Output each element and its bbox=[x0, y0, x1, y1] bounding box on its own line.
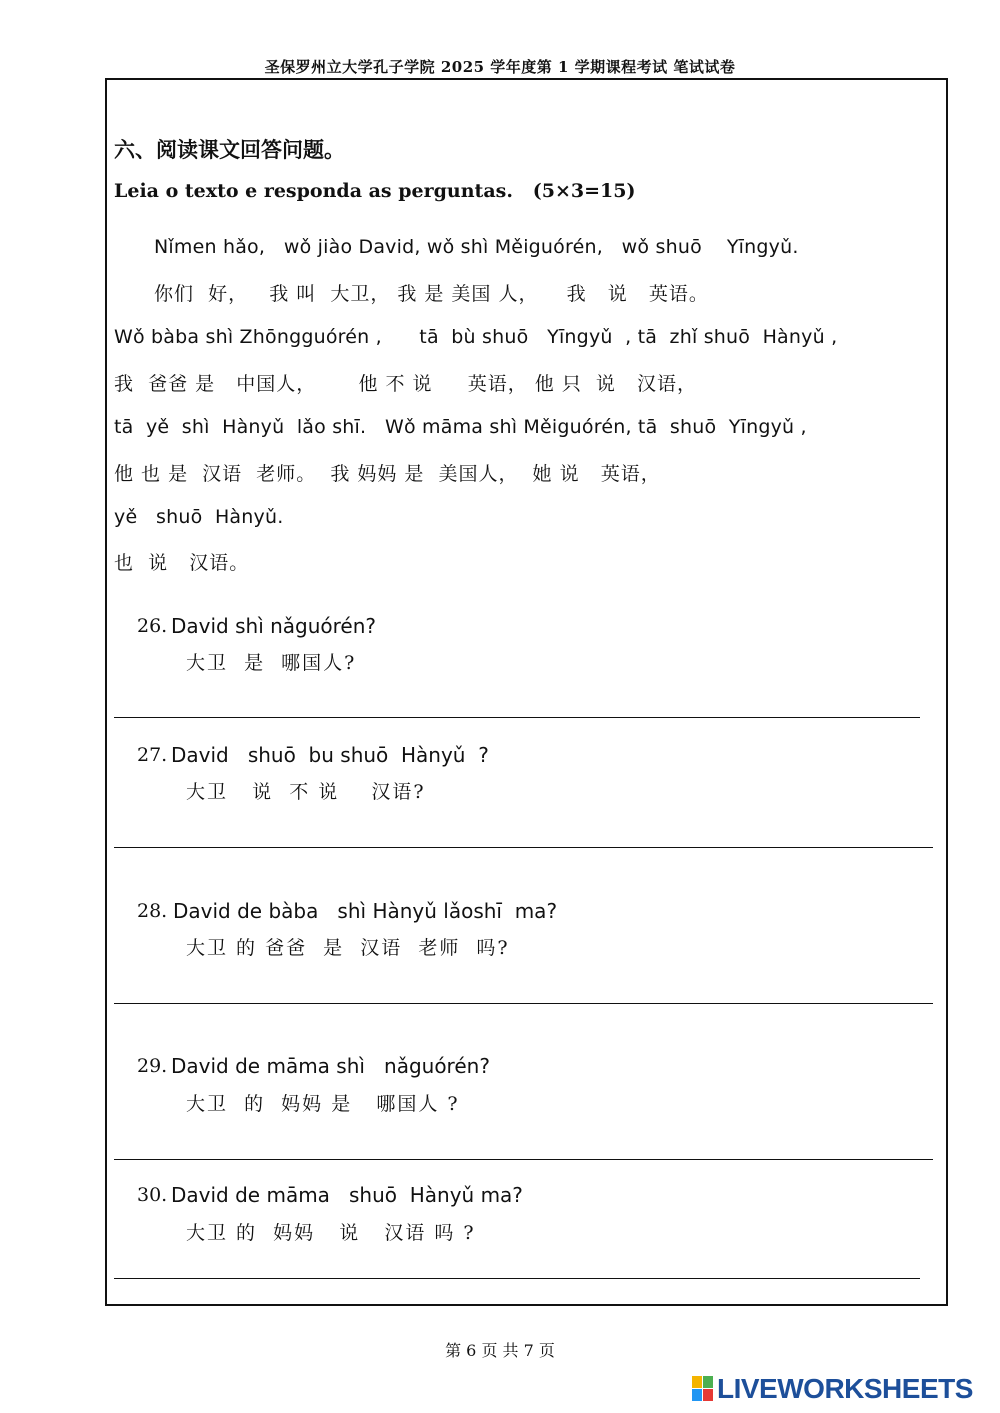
section-instruction: Leia o texto e responda as perguntas. (5×3=15) bbox=[114, 180, 636, 202]
passage-line-3-pinyin: tā yě shì Hànyǔ lǎo shī. Wǒ māma shì Měiguórén, tā shuō Yīngyǔ , bbox=[114, 416, 807, 438]
passage-line-2-hanzi: 我 爸爸 是 中国人， 他 不 说 英语， 他 只 说 汉语， bbox=[114, 373, 698, 395]
question-26-pinyin: David shì nǎguórén? bbox=[171, 614, 377, 638]
passage-line-4-hanzi: 也 说 汉语。 bbox=[114, 552, 250, 574]
question-30-number: 30. bbox=[137, 1184, 168, 1206]
question-29-hanzi: 大卫 的 妈妈 是 哪国人 ? bbox=[186, 1093, 460, 1115]
passage-line-2-pinyin: Wǒ bàba shì Zhōngguórén , tā bù shuō Yīngyǔ , tā zhǐ shuō Hànyǔ , bbox=[114, 326, 838, 348]
answer-line-30[interactable] bbox=[114, 1278, 920, 1279]
liveworksheets-logo-icon bbox=[692, 1376, 714, 1402]
question-27-hanzi: 大卫 说 不 说 汉语? bbox=[186, 781, 426, 803]
question-29-number: 29. bbox=[137, 1055, 168, 1077]
passage-line-1-hanzi: 你们 好， 我 叫 大卫， 我 是 美国 人， 我 说 英语。 bbox=[154, 283, 709, 305]
section-title: 六、阅读课文回答问题。 bbox=[114, 137, 345, 162]
passage-line-4-pinyin: yě shuō Hànyǔ. bbox=[114, 506, 284, 528]
passage-line-1-pinyin: Nǐmen hǎo, wǒ jiào David, wǒ shì Měiguórén, wǒ shuō Yīngyǔ. bbox=[154, 236, 799, 258]
question-28-pinyin: David de bàba shì Hànyǔ lǎoshī ma? bbox=[173, 899, 558, 923]
liveworksheets-logo[interactable] bbox=[692, 1374, 973, 1404]
question-30-hanzi: 大卫 的 妈妈 说 汉语 吗 ? bbox=[186, 1222, 476, 1244]
passage-line-3-hanzi: 他 也 是 汉语 老师。 我 妈妈 是 美国人， 她 说 英语， bbox=[114, 463, 661, 485]
answer-line-28[interactable] bbox=[114, 1003, 933, 1004]
answer-line-29[interactable] bbox=[114, 1159, 933, 1160]
answer-line-26[interactable] bbox=[114, 717, 920, 718]
question-27-pinyin: David shuō bu shuō Hànyǔ ? bbox=[171, 743, 489, 767]
question-27-number: 27. bbox=[137, 744, 168, 766]
exam-header: 圣保罗州立大学孔子学院 2025 学年度第 1 学期课程考试 笔试试卷 bbox=[264, 58, 736, 76]
question-28-hanzi: 大卫 的 爸爸 是 汉语 老师 吗? bbox=[186, 937, 510, 959]
answer-sheet-frame bbox=[105, 78, 948, 1306]
page-number: 第 6 页 共 7 页 bbox=[445, 1341, 555, 1360]
liveworksheets-logo-text: LIVEWORKSHEETS bbox=[717, 1373, 973, 1404]
answer-line-27[interactable] bbox=[114, 847, 933, 848]
question-26-number: 26. bbox=[137, 615, 168, 637]
question-30-pinyin: David de māma shuō Hànyǔ ma? bbox=[171, 1183, 523, 1207]
question-29-pinyin: David de māma shì nǎguórén? bbox=[171, 1054, 490, 1078]
question-28-number: 28. bbox=[137, 900, 168, 922]
question-26-hanzi: 大卫 是 哪国人? bbox=[186, 652, 357, 674]
